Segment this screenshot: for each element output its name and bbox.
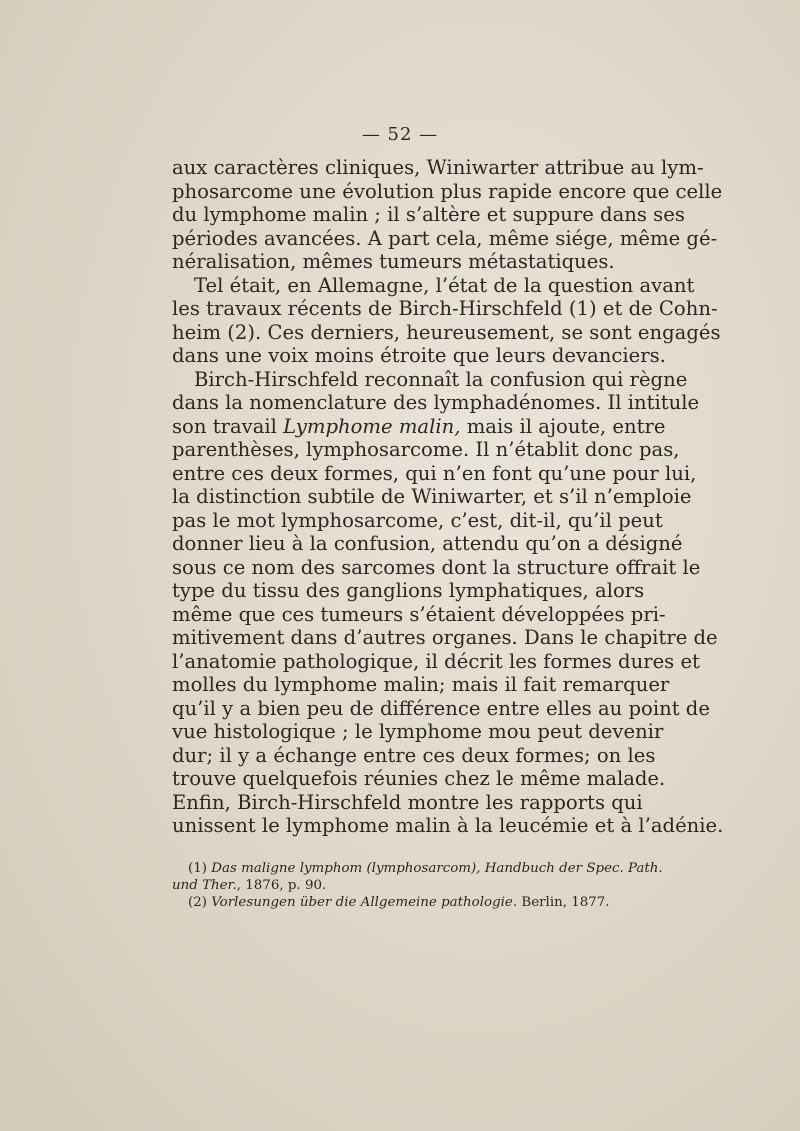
text-line: pas le mot lymphosarcome, c’est, dit-il, qu’il peut <box>172 508 663 532</box>
footnote-title: und Ther. <box>172 878 237 893</box>
text-line: type du tissu des ganglions lymphatiques, alors <box>172 579 645 602</box>
text-line: mitivement dans d’autres organes. Dans le chapitre de <box>172 626 718 649</box>
text-line: dans la nomenclature des lymphadénomes. Il intitule <box>172 391 700 414</box>
text-line: sous ce nom des sarcomes dont la structure offrait le <box>172 555 701 579</box>
text-line: trouve quelquefois réunies chez le même malade. <box>172 767 666 790</box>
text-line: Tel était, en Allemagne, l’état de la question avant <box>194 273 695 297</box>
text-line: l’anatomie pathologique, il décrit les formes dures et <box>172 649 700 673</box>
text-segment: mais il ajoute, entre <box>460 414 666 438</box>
footnote-text: Berlin, 1877. <box>517 895 610 910</box>
footnote-title: Das maligne lymphom (lymphosarcom), Handbuch der Spec. Path. <box>211 861 663 876</box>
text-line: Birch-Hirschfeld reconnaît la confusion qui règne <box>194 367 688 391</box>
text-line: la distinction subtile de Winiwarter, et s’il n’emploie <box>172 485 692 508</box>
text-line: heim (2). Ces derniers, heureusement, se sont engagés <box>172 320 721 344</box>
text-line: dur; il y a échange entre ces deux formes; on les <box>172 743 656 767</box>
text-line: Enfin, Birch-Hirschfeld montre les rapports qui <box>172 790 643 814</box>
footnote-marker: (2) <box>188 895 212 910</box>
footnote-text: , 1876, p. 90. <box>236 878 327 893</box>
footnote-1-continuation <box>172 877 630 894</box>
text-line: qu’il y a bien peu de différence entre elles au point de <box>172 696 710 720</box>
text-line: périodes avancées. A part cela, même siége, même gé- <box>172 226 718 250</box>
text-segment: son travail <box>172 414 284 438</box>
text-line-with-italic <box>172 414 666 439</box>
text-line: même que ces tumeurs s’étaient développées pri- <box>172 602 666 626</box>
footnote-1 <box>172 860 663 877</box>
text-line: aux caractères cliniques, Winiwarter attribue au lym- <box>172 156 704 179</box>
text-line: néralisation, mêmes tumeurs métastatiques. <box>172 250 615 273</box>
text-line: molles du lymphome malin; mais il fait remarquer <box>172 673 670 696</box>
footnotes <box>172 860 663 911</box>
text-line: parenthèses, lymphosarcome. Il n’établit donc pas, <box>172 438 680 461</box>
text-line: entre ces deux formes, qui n’en font qu’une pour lui, <box>172 461 697 485</box>
text-line: unissent le lymphome malin à la leucémie et à l’adénie. <box>172 814 724 837</box>
page-number: — 52 — <box>361 124 439 145</box>
text-line: vue histologique ; le lymphome mou peut devenir <box>172 720 664 743</box>
text-line: du lymphome malin ; il s’altère et suppure dans ses <box>172 203 685 226</box>
text-line: donner lieu à la confusion, attendu qu’on a désigné <box>172 532 683 555</box>
footnote-2 <box>172 894 630 911</box>
text-line: dans une voix moins étroite que leurs devanciers. <box>172 344 666 367</box>
italic-title: Lymphome malin, <box>283 414 461 438</box>
body-text <box>172 156 724 838</box>
text-line: les travaux récents de Birch-Hirschfeld (1) et de Cohn- <box>172 297 718 320</box>
footnote-marker: (1) <box>188 861 212 876</box>
text-line: phosarcome une évolution plus rapide encore que celle <box>172 179 723 203</box>
footnote-title: Vorlesungen über die Allgemeine pathologie. <box>211 895 518 910</box>
